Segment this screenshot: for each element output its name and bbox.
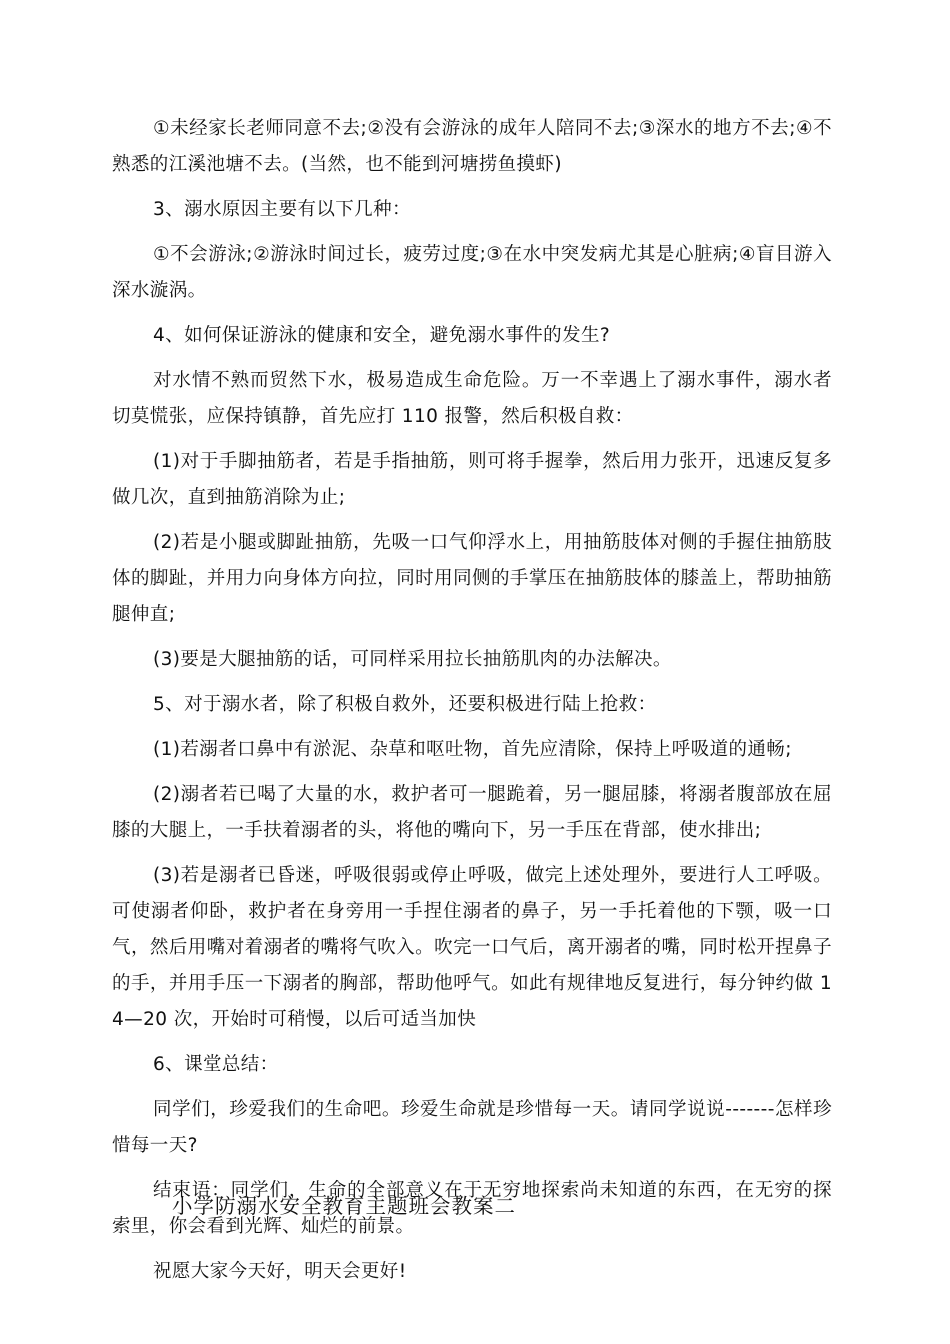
paragraph-safety-rules: ①未经家长老师同意不去;②没有会游泳的成年人陪同不去;③深水的地方不去;④不熟悉的江溪池塘不去。(当然，也不能到河塘捞鱼摸虾) [112,118,832,175]
paragraph-drain-water: (2)溺者若已喝了大量的水，救护者可一腿跪着，另一腿屈膝，将溺者腹部放在屈膝的大腿上，一手扶着溺者的头，将他的嘴向下，另一手压在背部，使水排出; [112,784,832,841]
paragraph-cramp-calf: (2)若是小腿或脚趾抽筋，先吸一口气仰浮水上，用抽筋肢体对侧的手握住抽筋肢体的脚趾，并用力向身体方向拉，同时用同侧的手掌压在抽筋肢体的膝盖上，帮助抽筋腿伸直; [112,532,832,625]
heading-swim-safety: 4、如何保证游泳的健康和安全，避免溺水事件的发生? [153,325,611,346]
paragraph-artificial-respiration: (3)若是溺者已昏迷，呼吸很弱或停止呼吸，做完上述处理外，要进行人工呼吸。可使溺者仰卧，救护者在身旁用一手捏住溺者的鼻子，另一手托着他的下颚，吸一口气，然后用嘴对着溺者的嘴将气吹入。吹完一口气后，离开溺者的嘴，同时松开捏鼻子的手，并用手压一下溺者的胸部，帮助他呼气。如此有规律地反复进行，每分钟约做 14—20 次，开始时可稍慢，以后可适当加快 [112,865,832,1030]
heading-class-summary: 6、课堂总结： [153,1054,279,1075]
paragraph-drowning-causes: ①不会游泳;②游泳时间过长，疲劳过度;③在水中突发病尤其是心脏病;④盲目游入深水漩涡。 [112,244,832,301]
paragraph-self-rescue-intro: 对水情不熟而贸然下水，极易造成生命危险。万一不幸遇上了溺水事件，溺水者切莫慌张，应保持镇静，首先应打 110 报警，然后积极自救： [112,370,832,427]
paragraph-clear-airway: (1)若溺者口鼻中有淤泥、杂草和呕吐物，首先应清除，保持上呼吸道的通畅; [153,739,792,760]
paragraph-wishes: 祝愿大家今天好，明天会更好! [153,1261,407,1282]
paragraph-cherish-life: 同学们，珍爱我们的生命吧。珍爱生命就是珍惜每一天。请同学说说-------怎样珍惜每一天? [112,1099,832,1156]
paragraph-closing-remarks: 结束语：同学们，生命的全部意义在于无穷地探索尚未知道的东西，在无穷的探索里，你会看到光辉、灿烂的前景。 [112,1180,832,1237]
next-lesson-title: 小学防溺水安全教育主题班会教案二 [172,1194,516,1218]
heading-land-rescue: 5、对于溺水者，除了积极自救外，还要积极进行陆上抢救： [153,694,657,715]
document-body [112,111,832,1299]
heading-drowning-causes: 3、溺水原因主要有以下几种： [153,199,411,220]
paragraph-cramp-thigh: (3)要是大腿抽筋的话，可同样采用拉长抽筋肌肉的办法解决。 [153,649,672,670]
paragraph-cramp-hand: (1)对于手脚抽筋者，若是手指抽筋，则可将手握拳，然后用力张开，迅速反复多做几次，直到抽筋消除为止; [112,451,832,508]
